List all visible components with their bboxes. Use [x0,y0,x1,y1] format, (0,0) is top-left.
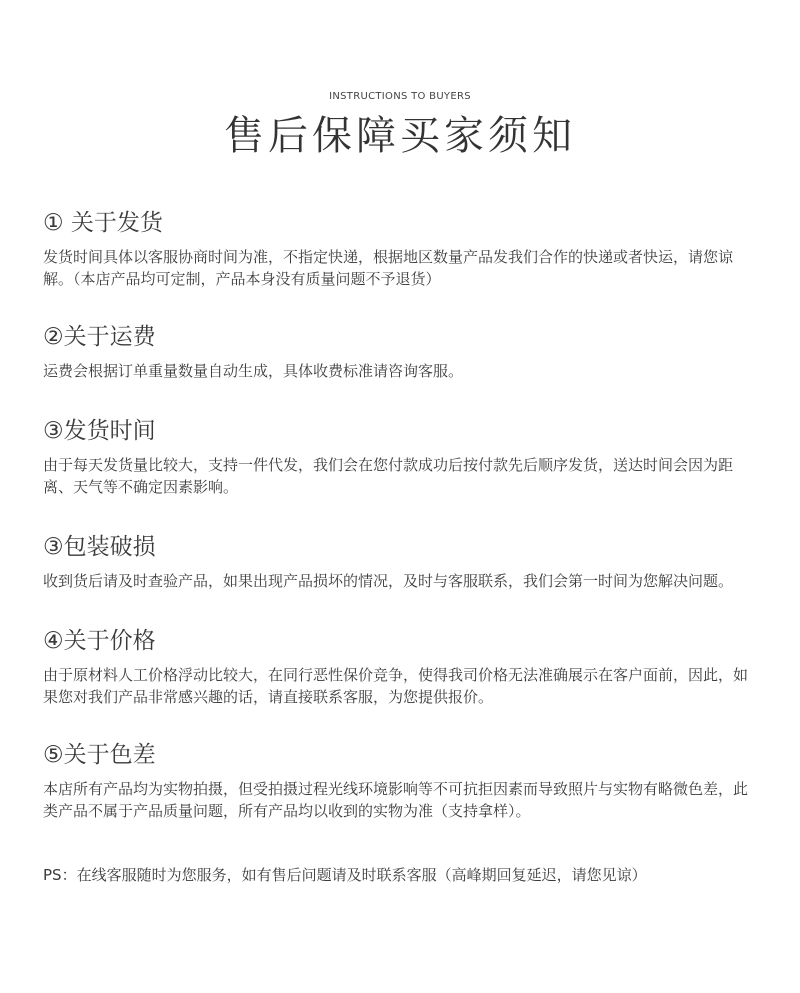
section-body: 由于原材料人工价格浮动比较大，在同行恶性保价竞争，使得我司价格无法准确展示在客户面前，因此，如果您对我们产品非常感兴趣的话，请直接联系客服，为您提供报价。 [43,666,749,706]
section-body: 本店所有产品均为实物拍摄，但受拍摄过程光线环境影响等不可抗拒因素而导致照片与实物有略微色差，此类产品不属于产品质量问题，所有产品均以收到的实物为准（支持拿样）。 [43,780,749,820]
section-heading: ④关于价格 [43,628,156,654]
section-heading: ⑤关于色差 [43,742,156,768]
section-body: 由于每天发货量比较大，支持一件代发，我们会在您付款成功后按付款先后顺序发货，送达时间会因为距离、天气等不确定因素影响。 [43,456,734,496]
section-freight [43,322,758,382]
page-title: 售后保障买家须知 [224,113,576,159]
section-color-difference [43,740,758,822]
ps-note: PS：在线客服随时为您服务，如有售后问题请及时联系客服（高峰期回复延迟，请您见谅） [43,866,647,884]
section-heading: ②关于运费 [43,324,156,350]
section-heading: ③发货时间 [43,418,156,444]
section-body: 发货时间具体以客服协商时间为准，不指定快递，根据地区数量产品发我们合作的快递或者快运，请您谅解。（本店产品均可定制，产品本身没有质量问题不予退货） [43,248,734,288]
section-package-damage [43,532,758,592]
section-price [43,626,758,708]
section-heading: ① 关于发货 [43,210,163,236]
section-body: 收到货后请及时查验产品，如果出现产品损坏的情况，及时与客服联系，我们会第一时间为您解决问题。 [43,572,734,590]
section-heading: ③包装破损 [43,534,156,560]
section-shipping [43,208,758,290]
section-body: 运费会根据订单重量数量自动生成，具体收费标准请咨询客服。 [43,362,464,380]
page-subtitle: INSTRUCTIONS TO BUYERS [329,91,471,102]
section-delivery-time [43,416,758,498]
